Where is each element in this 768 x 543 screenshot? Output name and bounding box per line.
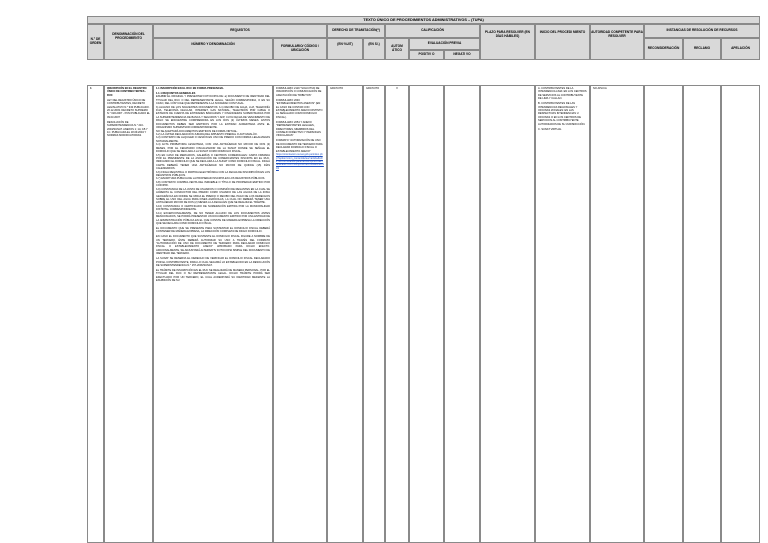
inicio-option-a: A. CONTRIBUYENTES DE LA INTENDENCIA LIMA: EN LOS CENTROS DE SERVICIOS AL CONTRIBUYENTE DE LIMA Y CALLAO.	[538, 87, 588, 101]
req-item: b.8) CONTRATO COMPRA-VENTA DEL INMUEBLE O TÍTULO DE PROPIEDAD EMITIDO POR COFOPRI.	[156, 180, 271, 188]
header-num-orden: N.° DE ORDEN	[87, 24, 104, 60]
header-numero-denominacion: NÚMERO Y DENOMINACIÓN	[153, 38, 273, 60]
req-note: EL DOCUMENTO QUE SE PRESENTE PARA SUSTENTAR EL DOMICILIO FISCAL DEBERÁ CONTENER DE MANERA EXPRESA, LA DIRECCIÓN COMPLETA DE DICHO DOMICILIO.	[156, 226, 271, 234]
req-general-title: 1.1.1 REQUISITOS GENERALES	[156, 91, 196, 95]
header-en-soles: (EN S/.)	[363, 38, 385, 60]
req-item: b.7) ESCRITURA PÚBLICA DE LA PROPIEDAD INSCRITA EN LOS REGISTROS PÚBLICOS.	[156, 177, 266, 181]
req-item: EXHIBIR EL ORIGINAL Y PRESENTAR FOTOCOPIA DE: a) DOCUMENTO DE IDENTIDAD DEL TITULAR DEL RUC O DEL REPRESENTANTE LEGAL, SEGÚN CORRESPONDA, O EN SU CASO, DEL CÓNYUGE QUE REPRESENTE A LA SOCIEDAD CONYUGAL.	[156, 95, 271, 106]
req-note: EL TRÁMITE DE INSCRIPCIÓN EN EL RUC SE REALIZARÁ DE MANERA PERSONAL, POR EL TITULAR DEL RUC O SU REPRESENTANTE LEGAL. DICHO TRÁMITE PODRÁ SER EFECTUADO POR UN TERCERO, EL CUAL ACREDITARÁ SU IDENTIDAD MEDIANTE LA EXHIBICIÓN DE SU	[156, 269, 271, 283]
legal-base-2: RESOLUCIÓN DE SUPERINTENDENCIA N.° 210-2004/SUNAT. ANEXOS 1; 1A; 1B Y 1C. PUBLICADA EL 18.09.2004 Y NORMAS MODIFICATORIAS	[107, 120, 149, 138]
positivo-cell	[409, 85, 444, 543]
automatico-cell: X	[385, 85, 409, 543]
derecho-uit-cell: GRATUITO	[327, 85, 363, 543]
inicio-option-c: C. SUNAT VIRTUAL	[538, 127, 562, 131]
header-apelacion: APELACIÓN	[721, 38, 760, 60]
form-autorizacion: FORMATO "AUTORIZACIÓN DE USO DE DOCUMENTO DE TERCERO PARA DECLARAR DOMICILIO FISCAL O ESTABLECIMIENTO ANEXO"	[276, 139, 324, 153]
header-derecho-tramitacion: DERECHO DE TRAMITACIÓN(*)	[327, 24, 385, 38]
formulario-cell	[273, 85, 327, 543]
header-evaluacion-previa: EVALUACIÓN PREVIA	[409, 38, 480, 50]
req-item: b) ALGUNO DE LOS SIGUIENTES DOCUMENTOS: b.1) RECIBO DE AGUA, LUZ, TELEFONÍA FIJA, TELEFONÍA CELULAR, INTERNET, GAS NATURAL, TELEVISIÓN POR CABLE O ESTADOS DE CUENTA DE ENTIDADES BANCARIAS Y FINANCIERAS SUPERVISADAS POR LA SUPERINTENDENCIA DE BANCA Y SEGUROS Y AFP, CUYA FECHA DE VENCIMIENTO DE PAGO SE ENCUENTRE COMPRENDIDA EN LOS DOS (2) ÚLTIMOS MESES. ESTOS DOCUMENTOS DEBEN SER EMITIDOS POR LA ENTIDAD ACREDITADA ANTE EL ORGANISMO SUPERVISOR CORRESPONDIENTE.	[156, 105, 271, 130]
header-automatico: AUTOM ÁTICO	[385, 38, 409, 60]
req-item: b.11) EXCEPCIONALMENTE, DE NO TENER ALGUNO DE LOS DOCUMENTOS ANTES MENCIONADOS, SE PODRÁ PRESENTAR UN DOCUMENTO EMITIDO POR UNA ENTIDAD DE LA ADMINISTRACIÓN PÚBLICA EN EL QUE CONSTE DE MANERA EXPRESA LA DIRECCIÓN QUE SE DECLARA COMO DOMICILIO FISCAL.	[156, 211, 271, 225]
inicio-option-b: B. CONTRIBUYENTES DE LAS INTENDENCIAS REGIONALES Y OFICINAS ZONALES: EN LAS RESPECTIVAS INTENDENCIAS U OFICINAS O EN LOS CENTROS DE SERVICIOS AL CONTRIBUYENTE AUTORIZADOS DE SU JURISDICCIÓN.	[538, 102, 586, 126]
header-formulario: FORMULARIO/ CÓDIGO / UBICACIÓN	[273, 38, 327, 60]
header-positivo: POSITIV O	[409, 50, 444, 60]
req-item: b.5) EN CASO DE MERCADOS, GALERÍAS O CENTROS COMERCIALES: CARTA FIRMADA POR EL PRESIDENTE DE LA ASOCIACIÓN DE COMERCIANTES INSCRITA EN EL RUC, INDICANDO EL DOMICILIO QUE SE DECLARA A LA SUNAT COMO DOMICILIO FISCAL. DICHA CARTA DEBERÁ TENER UNA ANTIGÜEDAD NO MAYOR DE QUINCE (15) DÍAS CALENDARIOS.	[156, 153, 271, 171]
req-note: EN CASO EL DOCUMENTO QUE SUSTENTE EL DOMICILIO FISCAL FIGURE A NOMBRE DE UN TERCERO, ÉSTE DEBERÁ AUTORIZAR SU USO A TRAVÉS DEL FORMATO "AUTORIZACIÓN DE USO DE DOCUMENTO DE TERCERO PARA DECLARAR DOMICILIO FISCAL O ESTABLECIMIENTO ANEXO" APROBADO PARA DICHO EFECTO. ADICIONALMENTE, SE ADJUNTARÁ ALTERNATIV FOTOCOPIA SIMPLE DEL DOCUMENTO DE IDENTIDAD DEL TERCERO.	[156, 235, 271, 256]
apelacion-cell	[721, 85, 760, 543]
row-number: 1	[87, 85, 104, 543]
header-negativo: NEGATI VO	[444, 50, 480, 60]
plazo-cell	[480, 85, 535, 543]
form-2054: FORMULARIO 2054 Y ANEXO "REPRESENTANTES LEGALES, DIRECTORES, MIEMBROS DEL CONSEJO DIRECTIVO Y PERSONAS VINCULADAS"	[276, 120, 322, 138]
header-reconsideracion: RECONSIDERACIÓN	[644, 38, 683, 60]
header-reclamo: RECLAMO	[683, 38, 721, 60]
req-item: b.10) CONSTANCIA O CERTIFICADO DE NUMERACIÓN EMITIDA POR LA MUNICIPALIDAD DISTRITAL CORRESPONDIENTE.	[156, 204, 271, 212]
req-item: b.2) LA ÚLTIMA DECLARACIÓN JURADA DEL IMPUESTO PREDIAL O AUTOAVALÚO.	[156, 132, 258, 136]
autoridad-cell: NO APLICA	[590, 85, 644, 543]
procedure-name: INSCRIPCIÓN EN EL REGISTRO ÚNICO DE CONTRIBUYENTES - RUC	[107, 87, 148, 97]
denominacion-cell	[104, 85, 153, 543]
header-requisitos: REQUISITOS	[153, 24, 327, 38]
negativo-cell	[444, 85, 480, 543]
formulario-link[interactable]: https://orientacion.sunat.gob.pe/index.php?option=com_content&view=article&id=2738:formularios-para-la-inscripcion-de-ruc&catid=252:inscripcion-al-ruc&Itemid=343	[276, 153, 324, 170]
req-item: b.4) ACTA PROBATORIA LEVANTADA, CON UNA ANTIGÜEDAD NO MAYOR DE DOS (2) MESES, POR EL FEDATARIO FISCALIZADOR DE LA SUNAT DONDE SE SEÑALE EL DOMICILIO QUE SE DECLARA A LA SUNAT COMO DOMICILIO FISCAL.	[156, 143, 271, 154]
req-section-title: 1.1 INSCRIPCIÓN EN EL RUC EN FORMA PRESENCIAL	[156, 87, 224, 90]
requisitos-cell	[153, 85, 273, 543]
header-instancias: INSTANCIAS DE RESOLUCIÓN DE RECURSOS	[644, 24, 760, 38]
header-plazo: PLAZO PARA RESOLVER (EN DÍAS HÁBILES)	[480, 24, 535, 60]
derecho-soles-cell: GRATUITO	[363, 85, 385, 543]
form-2119: FORMULARIO 2119 "SOLICITUD DE INSCRIPCIÓN O COMUNICACIÓN DE AFECTACIÓN DE TRIBUTOS"	[276, 87, 322, 97]
req-note: LA SUNAT SE RESERVA EL DERECHO DE VERIFICAR EL DOMICILIO FISCAL DECLARADO POR EL CONTRIBUYENTE, PARA LO CUAL SEGUIRÁ LO ESTABLECIDO EN LA RESOLUCIÓN DE SUPERINTENDENCIA N.° 157-2006/SUNAT.	[156, 257, 271, 268]
inicio-cell	[535, 85, 590, 543]
header-denominacion: DENOMINACIÓN DEL PROCEDIMIENTO	[104, 24, 153, 60]
reconsideracion-cell	[644, 85, 683, 543]
reclamo-cell	[683, 85, 721, 543]
header-autoridad: AUTORIDAD COMPETENTE PARA RESOLVER	[590, 24, 644, 60]
legal-base-1: LEY DEL REGISTRO ÚNICO DE CONTRIBUYENTES, DECRETO LEGISLATIVO N.° 943 PUBLICADO. 20.12.2003. DECRETO SUPREMO N.° 018-2007 - PCM PUBLICADO EL 09.03.2007	[107, 98, 151, 119]
header-inicio: INICIO DEL PROCEDI MIENTO	[535, 24, 590, 60]
document-title: TEXTO ÚNICO DE PROCEDIMIENTOS ADMINISTRATIVOS – (TUPA)	[87, 16, 760, 24]
req-item: b.6) FICHA REGISTRAL O PARTIDA ELECTRÓNICA CON LA FECHA DE INSCRIPCIÓN EN LOS REGISTROS PÚBLICOS.	[156, 170, 271, 178]
form-2046: FORMULARIO 2046 "ESTABLECIMIENTOS ANEXOS" (EN EL CASO DE CONTAR CON ESTABLECIMIENTO ANEXO DISTINTO AL SEÑALADO COMO DOMICILIO FISCAL).	[276, 98, 324, 119]
header-en-uit: (EN %UIT)	[327, 38, 363, 60]
req-item: b.3) CONTRATO DE ALQUILER O CESIÓN EN USO DE PREDIO CON FIRMAS LEGALIZADAS NOTARIALMENTE.	[156, 136, 271, 143]
req-item: b.9) CONSTANCIA DE LA JUNTA DE USUARIOS O COMISIÓN DE REGANTES EN LA CUAL SE ACREDITA AL CONDUCTOR DEL PREDIO COMO USUARIO DE LAS AGUAS DE LA ZONA GEOGRÁFICA EN DONDE SE UBICA EL PREDIO O RECIBO DEL PAGO DE LOS DERECHOS SOBRE EL USO DEL AGUA PARA FINES AGRÍCOLAS, LA CUAL NO DEBERÁ TENER UNA ANTIGÜEDAD MAYOR DE DOS (2) MESES A LA FECHA EN QUE SE REALIZA EL TRÁMITE.	[156, 187, 271, 205]
header-calificacion: CALIFICACIÓN	[385, 24, 480, 38]
req-item: NO SE ACEPTARÁ DOCUMENTOS EMITIDOS DE FORMA VIRTUAL.	[156, 129, 238, 133]
